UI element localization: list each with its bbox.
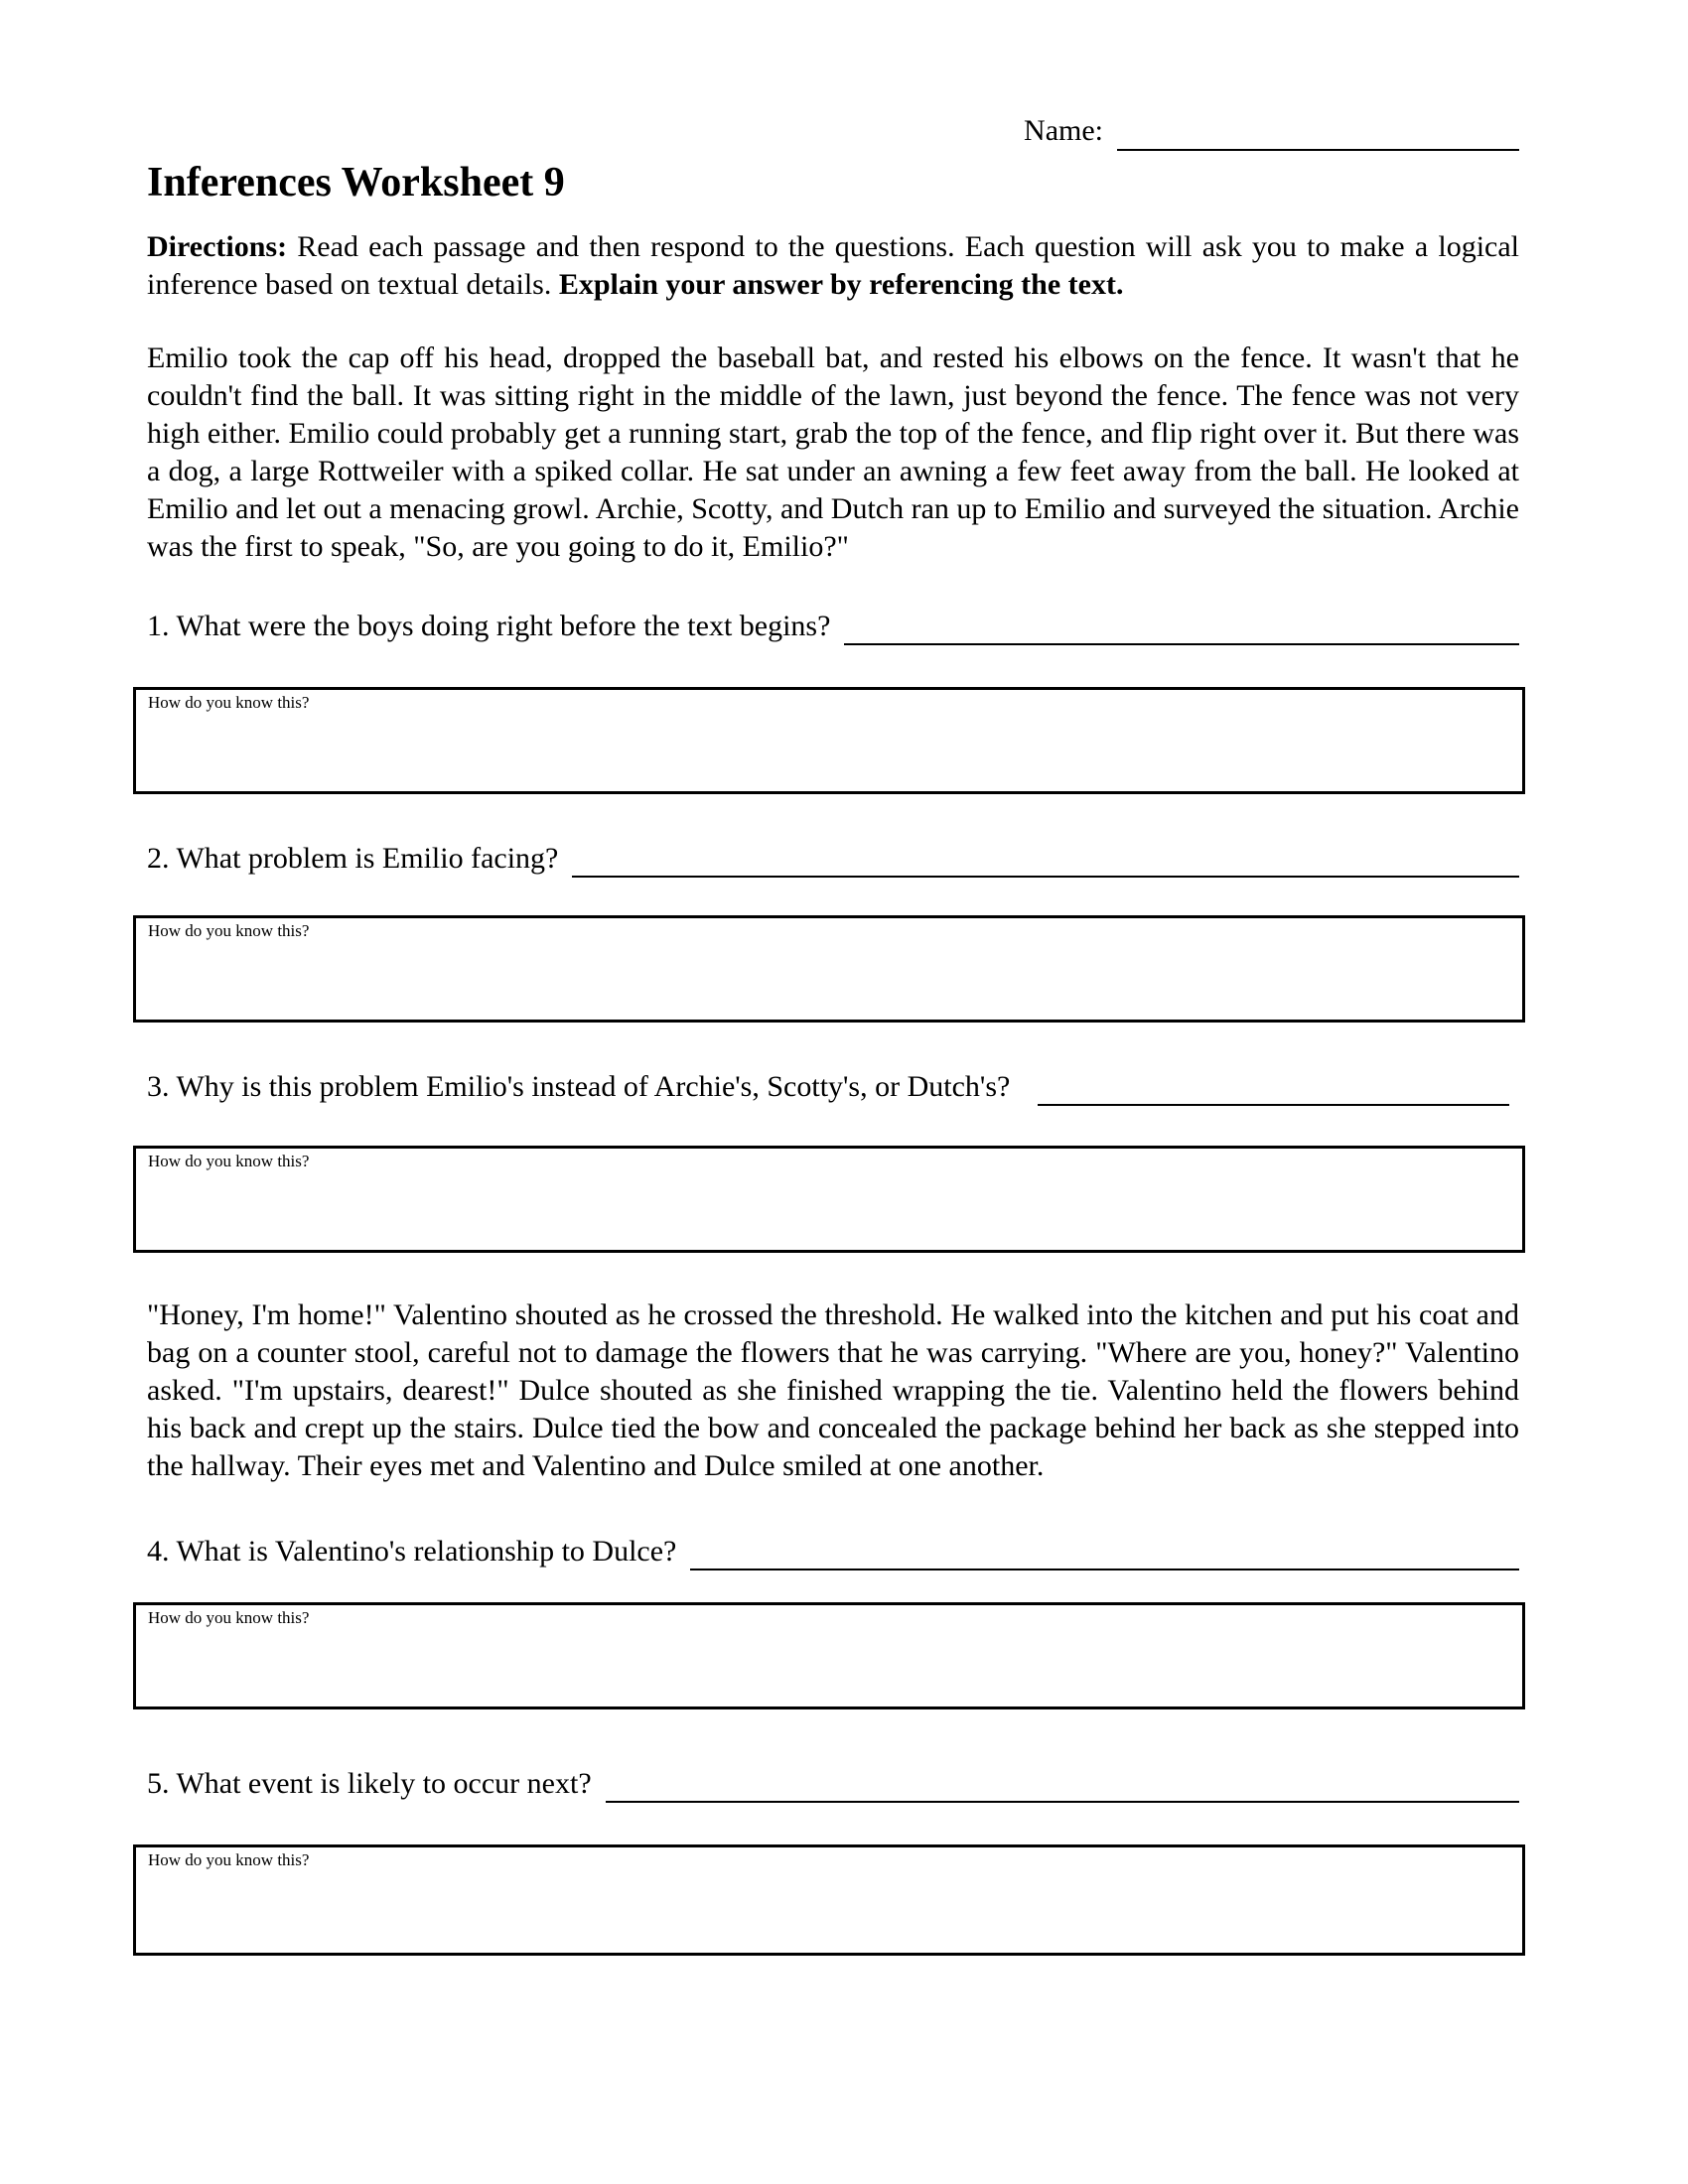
- passage-1: Emilio took the cap off his head, dropped the baseball bat, and rested his elbows on the fence. It wasn't that he couldn't find the ball. It was sitting right in the middle of the lawn, just beyond the fence. The fence was not very high either. Emilio could probably get a running start, grab the top of the fence, and flip right over it. But there was a dog, a large Rottweiler with a spiked collar. He sat under an awning a few feet away from the ball. He looked at Emilio and let out a menacing growl. Archie, Scotty, and Dutch ran up to Emilio and surveyed the situation. Archie was the first to speak, "So, are you going to do it, Emilio?": [147, 341, 1519, 563]
- question-1-label: 1. What were the boys doing right before the text begins?: [147, 610, 831, 642]
- answer-box-3-label: How do you know this?: [148, 1152, 310, 1170]
- question-3: [147, 1068, 1519, 1106]
- answer-box-2[interactable]: [133, 915, 1525, 1023]
- question-5-blank-line[interactable]: [606, 1771, 1519, 1803]
- question-2-label: 2. What problem is Emilio facing?: [147, 842, 559, 875]
- question-3-label: 3. Why is this problem Emilio's instead of Archie's, Scotty's, or Dutch's?: [147, 1070, 1011, 1103]
- directions-label: Directions:: [147, 230, 288, 263]
- directions-emphasis: Explain your answer by referencing the text.: [558, 268, 1124, 301]
- directions: [147, 228, 1519, 304]
- answer-box-5-label: How do you know this?: [148, 1850, 310, 1869]
- name-blank-line[interactable]: [1117, 115, 1519, 151]
- question-3-blank-line[interactable]: [1038, 1074, 1509, 1106]
- question-4: [147, 1533, 1519, 1570]
- question-5-label: 5. What event is likely to occur next?: [147, 1767, 592, 1800]
- answer-box-5[interactable]: [133, 1844, 1525, 1956]
- answer-box-3[interactable]: [133, 1146, 1525, 1253]
- question-2-blank-line[interactable]: [572, 846, 1519, 878]
- question-5: [147, 1765, 1519, 1803]
- question-4-blank-line[interactable]: [690, 1539, 1519, 1570]
- page-title: Inferences Worksheet 9: [147, 160, 565, 205]
- answer-box-1-label: How do you know this?: [148, 693, 310, 712]
- answer-box-4[interactable]: [133, 1602, 1525, 1709]
- question-2: [147, 840, 1519, 878]
- answer-box-1[interactable]: [133, 687, 1525, 794]
- passage-2: "Honey, I'm home!" Valentino shouted as he crossed the threshold. He walked into the kitchen and put his coat and bag on a counter stool, careful not to damage the flowers that he was carrying. "Where are you, honey?" Valentino asked. "I'm upstairs, dearest!" Dulce shouted as she finished wrapping the tie. Valentino held the flowers behind his back and crept up the stairs. Dulce tied the bow and concealed the package behind her back as she stepped into the hallway. Their eyes met and Valentino and Dulce smiled at one another.: [147, 1298, 1519, 1482]
- question-4-label: 4. What is Valentino's relationship to Dulce?: [147, 1535, 677, 1568]
- question-1: [147, 608, 1519, 645]
- name-row: [147, 111, 1519, 151]
- answer-box-4-label: How do you know this?: [148, 1608, 310, 1627]
- question-1-blank-line[interactable]: [844, 614, 1519, 645]
- answer-box-2-label: How do you know this?: [148, 921, 310, 940]
- directions-body: Read each passage and then respond to the questions. Each question will ask you to make a logical inference based on textual details.: [147, 230, 1519, 301]
- name-label: Name:: [1024, 114, 1103, 147]
